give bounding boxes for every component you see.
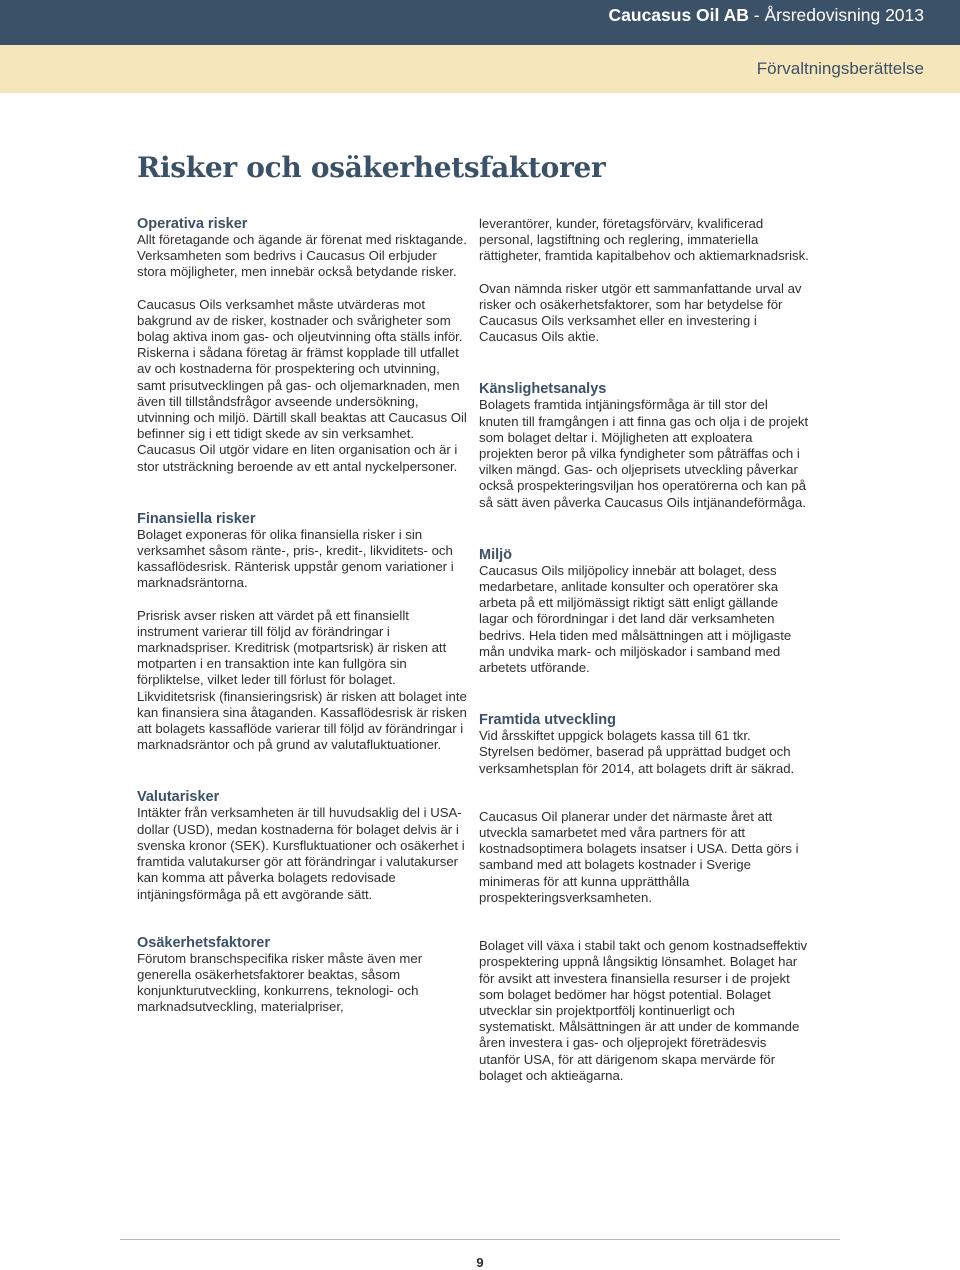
finansiella-risker-paragraph-2: Prisrisk avser risken att värdet på ett finansiellt instrument varierar till följd av förändringar i marknadspriser. Kreditrisk (motpartsrisk) är risken att motparten i en transaktion inte kan fullgöra sin förpliktelse, vilket leder till förlust för bolaget. Likviditetsrisk (finansieringsrisk) är risken att bolaget inte kan finansiera sina åtaganden. Kassaflödesrisk är risken att bolagets kassaflöde varierar till följd av förändringar i marknadsräntor och på grund av valutafluktuationer. — [137, 607, 467, 753]
title-separator: - — [748, 5, 765, 25]
risk-continuation-paragraph-1: leverantörer, kunder, företagsförvärv, kvalificerad personal, lagstiftning och reglering, immateriella rättigheter, framtida kapitalbehov och aktiemarknadsrisk. — [479, 216, 809, 264]
framtida-utveckling-paragraph-3: Bolaget vill växa i stabil takt och genom kostnadseffektiv prospektering uppnå långsiktig lönsamhet. Bolaget har för avsikt att investera finansiella resurser i de projekt som bolaget bedömer har högst potential. Bolaget utvecklar sin projektportfölj kontinuerligt och systematiskt. Målsättningen är att under de kommande åren investera i gas- och oljeprojekt företrädesvis utanför USA, för att därigenom skapa mervärde för bolaget och aktieägarna. — [479, 938, 808, 1083]
framtida-utveckling-paragraph-1: Vid årsskiftet uppgick bolagets kassa till 61 tkr. Styrelsen bedömer, baserad på upprättad budget och verksamhetsplan för 2014, att bolagets drift är säkrad. — [479, 728, 795, 776]
left-column — [137, 216, 467, 1016]
page-number: 9 — [476, 1255, 484, 1270]
risk-continuation-paragraph-2: Ovan nämnda risker utgör ett sammanfattande urval av risker och osäkerhetsfaktorer, som har betydelse för Caucasus Oils verksamhet eller en investering i Caucasus Oils aktie. — [479, 280, 802, 345]
kanslighetsanalys-paragraph: Bolagets framtida intjäningsförmåga är till stor del knuten till framgången i att finna gas och olja i de projekt som bolaget deltar i. Möjligheten att exploatera projekten beror på vilka fyndigheter som påträffas och i vilken mängd. Gas- och oljeprisets utveckling påverkar också prospekteringsviljan hos operatörerna och kan på så sätt även påverka Caucasus Oils intjänandeförmåga. — [479, 397, 809, 510]
company-name: Caucasus Oil AB — [608, 5, 749, 25]
valutarisker-heading: Valutarisker — [137, 789, 220, 806]
operativa-risker-heading: Operativa risker — [137, 216, 248, 232]
osakerhetsfaktorer-heading: Osäkerhetsfaktorer — [137, 934, 270, 951]
operativa-risker-paragraph-1: Allt företagande och ägande är förenat med risktagande. Verksamheten som bedrivs i Caucasus Oil erbjuder stora möjligheter, men innebär också betydande risker. — [137, 232, 467, 280]
header-bar — [0, 0, 960, 45]
osakerhetsfaktorer-paragraph: Förutom branschspecifika risker måste även mer generella osäkerhetsfaktorer beaktas, såsom konjunkturutveckling, konkurrens, teknologi- och marknadsutveckling, materialpriser, — [137, 950, 423, 1015]
operativa-risker-paragraph-2: Caucasus Oils verksamhet måste utvärderas mot bakgrund av de risker, kostnader och svårigheter som bolag aktiva inom gas- och oljeutvinning ofta ställs inför. Riskerna i sådana företag är främst kopplade till utfallet av och kostnaderna för prospektering och utvinning, samt prisutvecklingen på gas- och oljemarknaden, men även till tillståndsfrågor avseende undersökning, utvinning och miljö. Därtill skall beaktas att Caucasus Oil befinner sig i ett tidigt skede av sin verksamhet. Caucasus Oil utgör vidare en liten organisation och är i stor utsträckning beroende av ett antal nyckelpersoner. — [137, 296, 467, 474]
framtida-utveckling-paragraph-2: Caucasus Oil planerar under det närmaste året att utveckla samarbetet med våra partners för att kostnadsoptimera bolagets insatser i USA. Detta görs i samband med att bolagets kostnader i Sverige minimeras för att kunna upprätthålla prospekteringsverksamheten. — [479, 808, 799, 905]
miljo-heading: Miljö — [479, 546, 513, 563]
section-name: Förvaltningsberättelse — [756, 59, 924, 78]
miljo-paragraph: Caucasus Oils miljöpolicy innebär att bolaget, dess medarbetare, anlitade konsulter och operatörer ska arbeta på ett miljömässigt riktigt sätt enligt gällande lagar och förordningar i det land där verksamheten bedrivs. Hela tiden med målsättningen att i möjligaste mån undvika mark- och miljöskador i samband med arbetets utförande. — [479, 562, 792, 676]
section-bar — [0, 45, 960, 93]
page-title: Risker och osäkerhetsfaktorer — [137, 151, 606, 184]
report-title — [609, 4, 924, 26]
finansiella-risker-heading: Finansiella risker — [137, 510, 256, 527]
right-column — [479, 216, 809, 1084]
report-name: Årsredovisning 2013 — [764, 5, 924, 25]
finansiella-risker-paragraph-1: Bolaget exponeras för olika finansiella risker i sin verksamhet såsom ränte-, pris-, kredit-, likviditets- och kassaflödesrisk. Ränterisk uppstår genom variationer i marknadsräntorna. — [137, 526, 454, 591]
kanslighetsanalys-heading: Känslighetsanalys — [479, 381, 607, 398]
valutarisker-paragraph: Intäkter från verksamheten är till huvudsaklig del i USA-dollar (USD), medan kostnaderna för bolaget delvis är i svenska kronor (SEK). Kursfluktuationer och osäkerhet i framtida valutakurser gör att förändringar i valutakurser kan komma att påverka bolagets redovisade intjäningsförmåga på ett avgörande sätt. — [137, 805, 465, 902]
framtida-utveckling-heading: Framtida utveckling — [479, 712, 616, 729]
footer-divider — [120, 1239, 840, 1240]
